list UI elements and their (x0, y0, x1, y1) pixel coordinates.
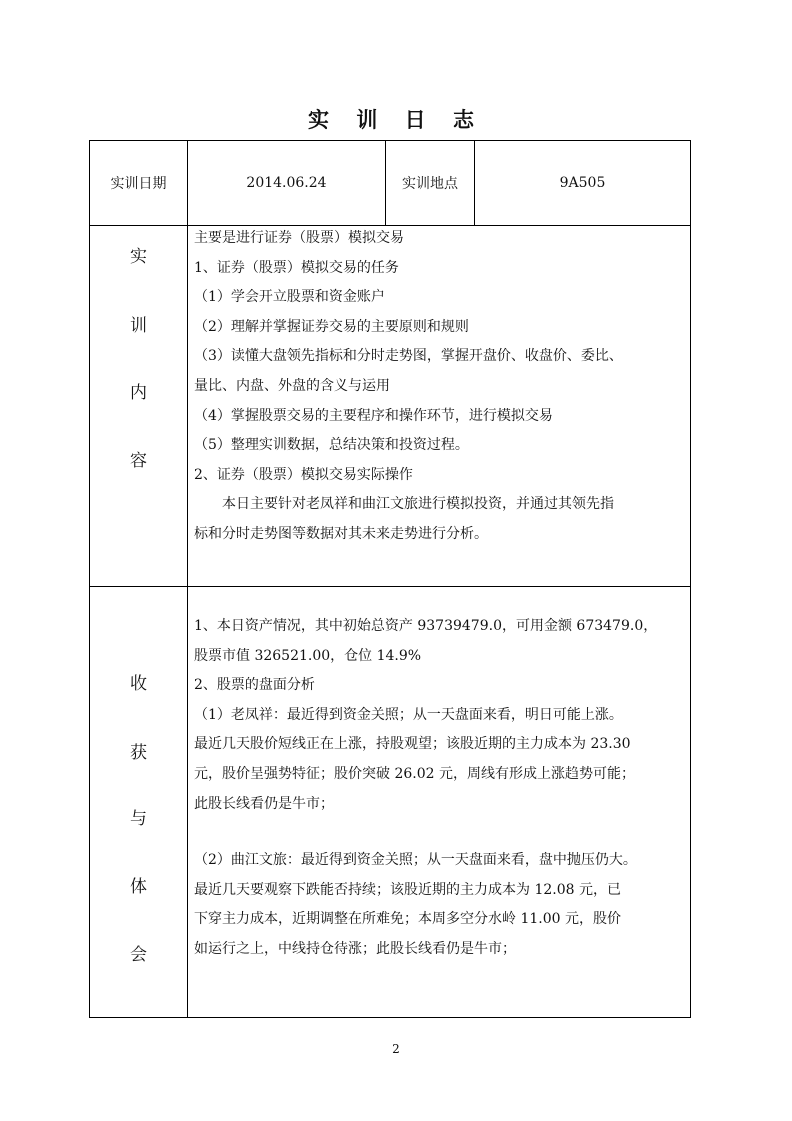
row-divider (90, 586, 690, 587)
side-label-char: 会 (130, 945, 147, 965)
content-line: （1）学会开立股票和资金账户 (194, 289, 385, 306)
gains-content (194, 612, 688, 819)
gains-line: 此股长线看仍是牛市； (194, 795, 334, 812)
side-label-char: 体 (130, 877, 147, 897)
side-label-char: 与 (130, 809, 147, 829)
content-line: （4）掌握股票交易的主要程序和操作环节，进行模拟交易 (194, 407, 553, 424)
gains-line: 2、股票的盘面分析 (194, 677, 315, 694)
side-label-char: 容 (130, 451, 147, 471)
content-line: 本日主要针对老凤祥和曲江文旅进行模拟投资，并通过其领先指 (194, 496, 614, 513)
side-label-char: 实 (130, 247, 147, 267)
column-divider (187, 141, 188, 1017)
page-number: 2 (392, 1042, 400, 1056)
content-line: 标和分时走势图等数据对其未来走势进行分析。 (194, 525, 488, 542)
side-label-char: 获 (130, 743, 147, 763)
gains-content-part-two (194, 846, 688, 964)
content-line: 量比、内盘、外盘的含义与运用 (194, 377, 390, 394)
gains-line: （1）老凤祥：最近得到资金关照；从一天盘面来看，明日可能上涨。 (194, 706, 623, 723)
place-label: 实训地点 (402, 176, 458, 192)
content-line: 2、证券（股票）模拟交易实际操作 (194, 466, 413, 483)
gains-line: 最近几天要观察下跌能否持续；该股近期的主力成本为 12.08 元，已 (194, 881, 621, 898)
gains-line: 股票市值 326521.00，仓位 14.9% (194, 647, 422, 664)
gains-line: 下穿主力成本，近期调整在所难免；本周多空分水岭 11.00 元，股价 (194, 911, 621, 928)
content-line: （3）读懂大盘领先指标和分时走势图，掌握开盘价、收盘价、委比、 (194, 348, 623, 365)
content-line: （2）理解并掌握证券交易的主要原则和规则 (194, 318, 469, 335)
side-label-char: 收 (130, 674, 147, 694)
gains-line: 如运行之上，中线持仓待涨；此股长线看仍是牛市； (194, 940, 516, 957)
date-value: 2014.06.24 (246, 175, 327, 191)
side-label-char: 训 (130, 316, 147, 336)
training-content (194, 224, 688, 550)
page-title: 实 训 日 志 (308, 107, 484, 132)
gains-line: 1、本日资产情况，其中初始总资产 93739479.0，可用金额 673479.0， (194, 618, 658, 634)
gains-line: 最近几天股价短线正在上涨，持股观望；该股近期的主力成本为 23.30 (194, 736, 631, 753)
date-label: 实训日期 (110, 176, 167, 192)
log-table (89, 140, 691, 1018)
side-label-char: 内 (130, 383, 147, 403)
place-value: 9A505 (559, 175, 606, 191)
content-line: 主要是进行证券（股票）模拟交易 (194, 230, 404, 246)
content-line: （5）整理实训数据，总结决策和投资过程。 (194, 437, 469, 454)
gains-line: （2）曲江文旅：最近得到资金关照；从一天盘面来看，盘中抛压仍大。 (194, 852, 637, 868)
gains-line: 元，股价呈强势特征；股价突破 26.02 元，周线有形成上涨趋势可能； (194, 765, 635, 782)
content-line: 1、证券（股票）模拟交易的任务 (194, 259, 399, 276)
